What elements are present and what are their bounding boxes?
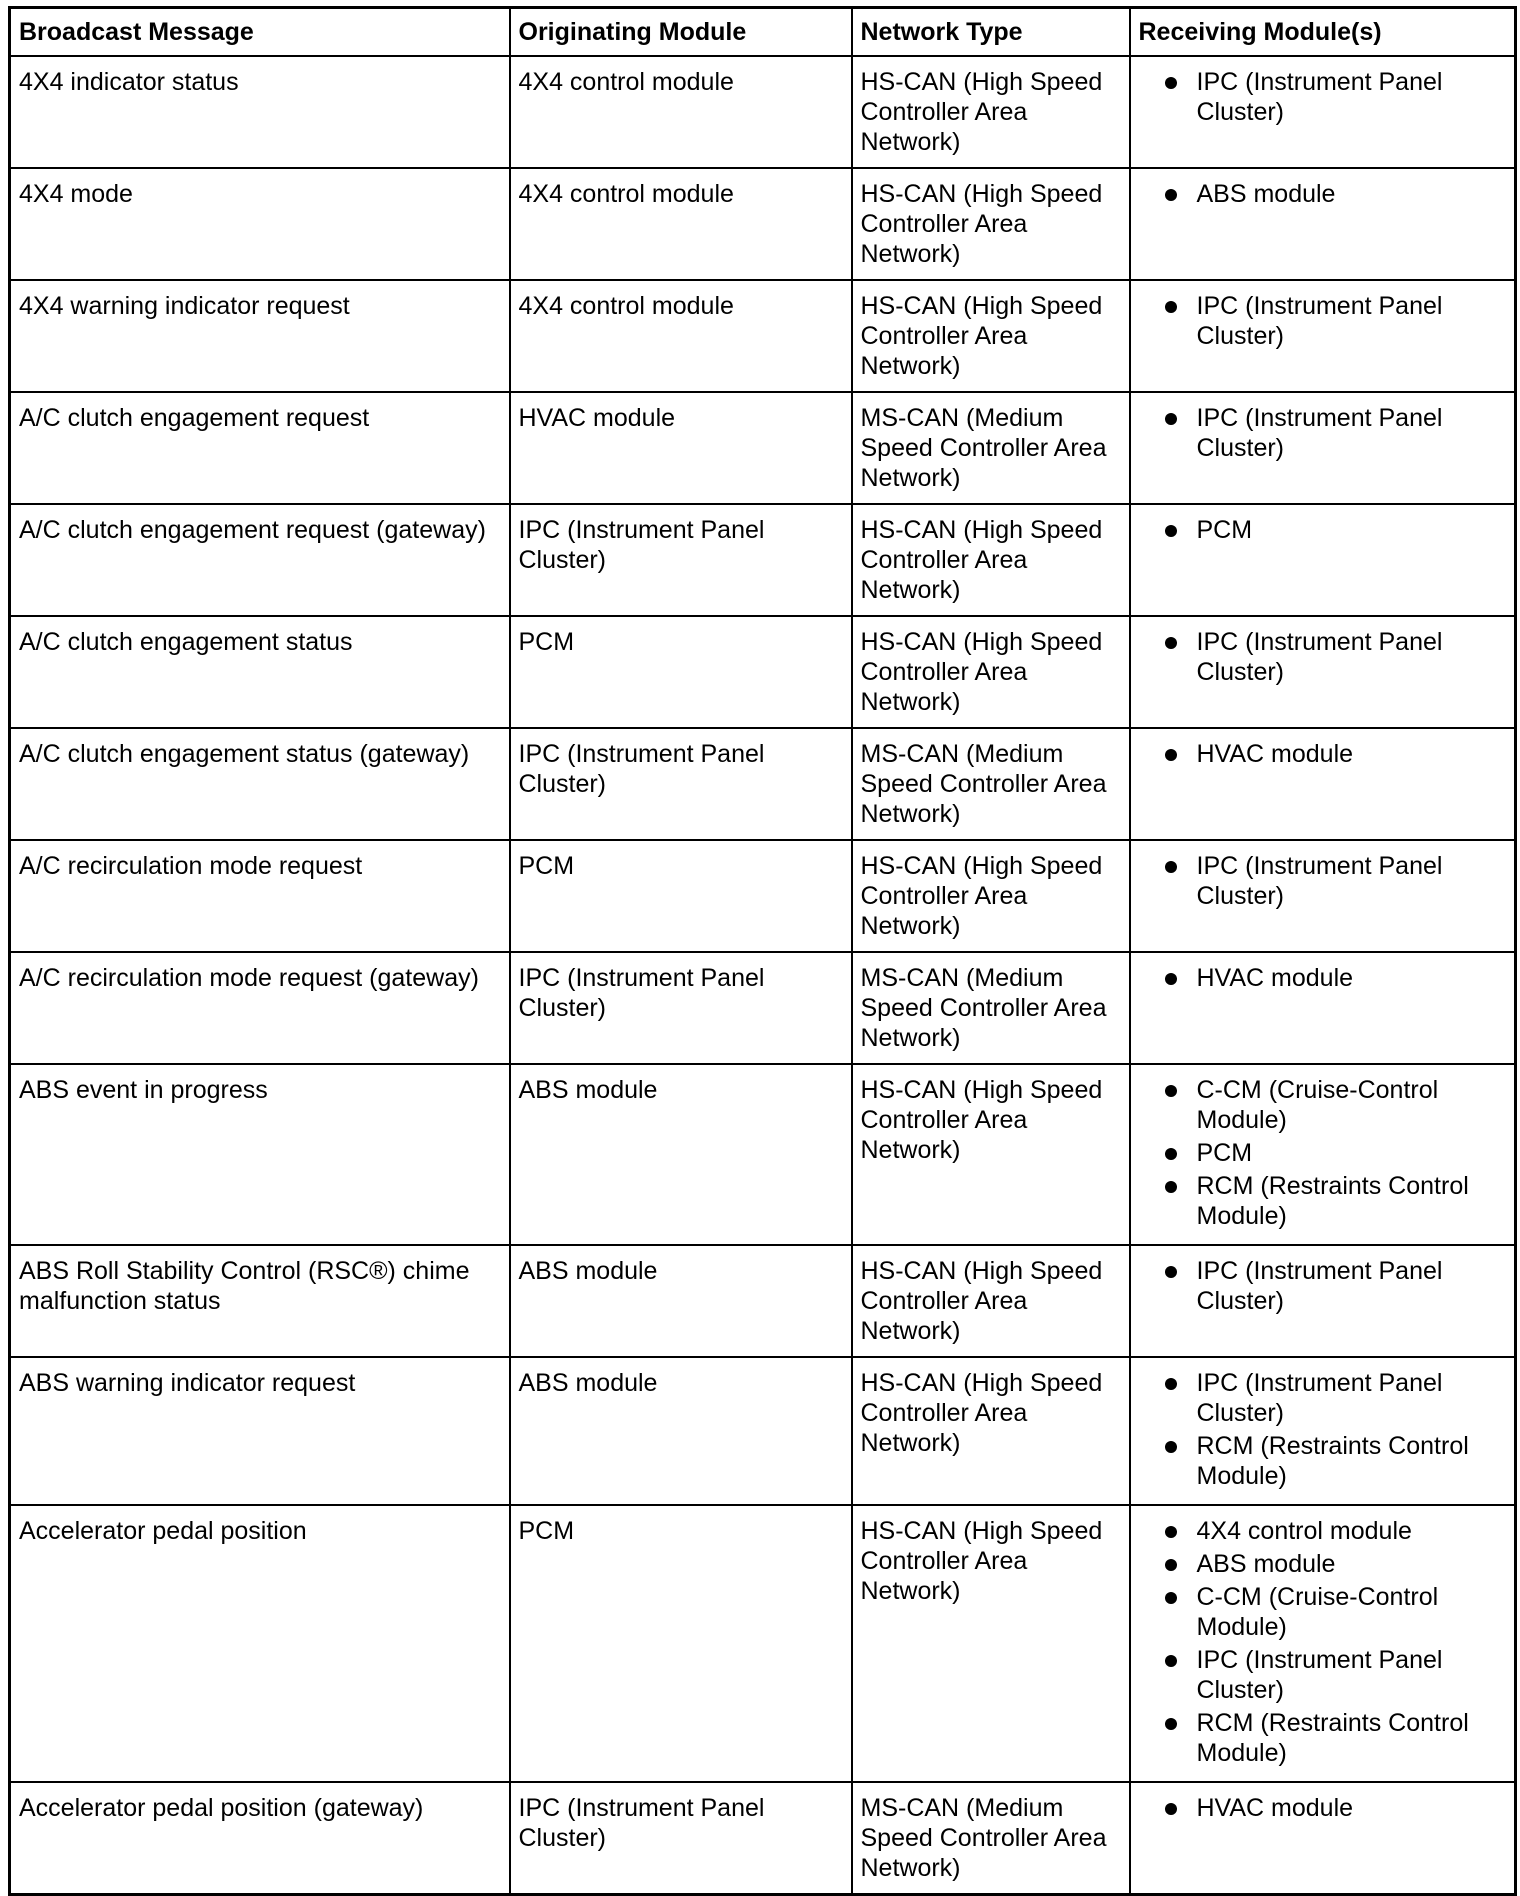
originating-module-cell: 4X4 control module [510,280,852,392]
receiving-modules-cell [1130,1064,1516,1245]
receiving-modules-list [1139,515,1507,545]
receiving-module-item: PCM [1139,515,1507,545]
receiving-modules-cell [1130,616,1516,728]
table-header [10,8,1516,57]
receiving-modules-list [1139,1793,1507,1823]
message-cell: A/C recirculation mode request [10,840,510,952]
table-row [10,392,1516,504]
receiving-modules-cell [1130,728,1516,840]
originating-module-cell: 4X4 control module [510,56,852,168]
receiving-module-item: RCM (Restraints Control Module) [1139,1708,1507,1768]
table-row [10,280,1516,392]
originating-module-cell: PCM [510,1505,852,1782]
receiving-modules-list [1139,179,1507,209]
network-type-cell: HS-CAN (High Speed Controller Area Network) [852,1064,1130,1245]
receiving-modules-list [1139,739,1507,769]
table-row [10,56,1516,168]
network-type-cell: MS-CAN (Medium Speed Controller Area Network) [852,1782,1130,1895]
receiving-modules-cell [1130,392,1516,504]
receiving-modules-list [1139,1075,1507,1231]
receiving-module-item: HVAC module [1139,739,1507,769]
table-row [10,952,1516,1064]
message-cell: A/C clutch engagement request [10,392,510,504]
table-row [10,1505,1516,1782]
message-cell: A/C recirculation mode request (gateway) [10,952,510,1064]
table-row [10,728,1516,840]
message-cell: ABS Roll Stability Control (RSC®) chime malfunction status [10,1245,510,1357]
receiving-modules-cell [1130,1357,1516,1505]
receiving-module-item: RCM (Restraints Control Module) [1139,1431,1507,1491]
table-row [10,840,1516,952]
originating-module-cell: ABS module [510,1357,852,1505]
originating-module-cell: IPC (Instrument Panel Cluster) [510,728,852,840]
table-row [10,168,1516,280]
originating-module-cell: HVAC module [510,392,852,504]
receiving-modules-cell [1130,168,1516,280]
receiving-module-item: IPC (Instrument Panel Cluster) [1139,1256,1507,1316]
receiving-modules-list [1139,851,1507,911]
receiving-module-item: HVAC module [1139,963,1507,993]
network-type-cell: HS-CAN (High Speed Controller Area Network) [852,56,1130,168]
receiving-module-item: IPC (Instrument Panel Cluster) [1139,403,1507,463]
receiving-modules-cell [1130,952,1516,1064]
table-row [10,1782,1516,1895]
network-type-cell: MS-CAN (Medium Speed Controller Area Network) [852,728,1130,840]
originating-module-cell: ABS module [510,1064,852,1245]
receiving-module-item: IPC (Instrument Panel Cluster) [1139,627,1507,687]
originating-module-cell: IPC (Instrument Panel Cluster) [510,504,852,616]
network-type-cell: HS-CAN (High Speed Controller Area Network) [852,280,1130,392]
table-row [10,616,1516,728]
receiving-module-item: PCM [1139,1138,1507,1168]
message-cell: Accelerator pedal position (gateway) [10,1782,510,1895]
table-row [10,1064,1516,1245]
network-type-cell: HS-CAN (High Speed Controller Area Network) [852,504,1130,616]
receiving-modules-list [1139,403,1507,463]
broadcast-message-table [8,6,1517,1896]
originating-module-cell: PCM [510,616,852,728]
header-row [10,8,1516,57]
receiving-modules-list [1139,963,1507,993]
receiving-modules-cell [1130,280,1516,392]
receiving-modules-list [1139,1516,1507,1768]
network-type-cell: HS-CAN (High Speed Controller Area Network) [852,168,1130,280]
table-row [10,504,1516,616]
receiving-module-item: IPC (Instrument Panel Cluster) [1139,291,1507,351]
header-broadcast-message: Broadcast Message [10,8,510,57]
table-row [10,1357,1516,1505]
originating-module-cell: IPC (Instrument Panel Cluster) [510,952,852,1064]
receiving-module-item: RCM (Restraints Control Module) [1139,1171,1507,1231]
originating-module-cell: PCM [510,840,852,952]
receiving-modules-cell [1130,1505,1516,1782]
receiving-module-item: C-CM (Cruise-Control Module) [1139,1075,1507,1135]
network-type-cell: MS-CAN (Medium Speed Controller Area Network) [852,392,1130,504]
table-body [10,56,1516,1895]
receiving-modules-list [1139,1368,1507,1491]
message-cell: A/C clutch engagement request (gateway) [10,504,510,616]
message-cell: ABS warning indicator request [10,1357,510,1505]
receiving-module-item: IPC (Instrument Panel Cluster) [1139,1368,1507,1428]
originating-module-cell: ABS module [510,1245,852,1357]
header-originating-module: Originating Module [510,8,852,57]
network-type-cell: HS-CAN (High Speed Controller Area Network) [852,1245,1130,1357]
message-cell: Accelerator pedal position [10,1505,510,1782]
header-network-type: Network Type [852,8,1130,57]
table-row [10,1245,1516,1357]
message-cell: A/C clutch engagement status (gateway) [10,728,510,840]
receiving-modules-cell [1130,1245,1516,1357]
receiving-module-item: IPC (Instrument Panel Cluster) [1139,851,1507,911]
receiving-module-item: ABS module [1139,1549,1507,1579]
network-type-cell: HS-CAN (High Speed Controller Area Network) [852,840,1130,952]
network-type-cell: HS-CAN (High Speed Controller Area Network) [852,1505,1130,1782]
receiving-modules-cell [1130,56,1516,168]
receiving-modules-list [1139,291,1507,351]
originating-module-cell: 4X4 control module [510,168,852,280]
network-type-cell: MS-CAN (Medium Speed Controller Area Network) [852,952,1130,1064]
receiving-modules-cell [1130,504,1516,616]
network-type-cell: HS-CAN (High Speed Controller Area Network) [852,1357,1130,1505]
receiving-modules-list [1139,1256,1507,1316]
originating-module-cell: IPC (Instrument Panel Cluster) [510,1782,852,1895]
receiving-module-item: IPC (Instrument Panel Cluster) [1139,67,1507,127]
receiving-modules-cell [1130,1782,1516,1895]
receiving-modules-list [1139,627,1507,687]
receiving-modules-list [1139,67,1507,127]
receiving-module-item: 4X4 control module [1139,1516,1507,1546]
message-cell: A/C clutch engagement status [10,616,510,728]
header-receiving-modules: Receiving Module(s) [1130,8,1516,57]
receiving-module-item: IPC (Instrument Panel Cluster) [1139,1645,1507,1705]
message-cell: 4X4 warning indicator request [10,280,510,392]
receiving-module-item: HVAC module [1139,1793,1507,1823]
receiving-module-item: C-CM (Cruise-Control Module) [1139,1582,1507,1642]
receiving-module-item: ABS module [1139,179,1507,209]
message-cell: 4X4 indicator status [10,56,510,168]
message-cell: 4X4 mode [10,168,510,280]
network-type-cell: HS-CAN (High Speed Controller Area Network) [852,616,1130,728]
receiving-modules-cell [1130,840,1516,952]
message-cell: ABS event in progress [10,1064,510,1245]
